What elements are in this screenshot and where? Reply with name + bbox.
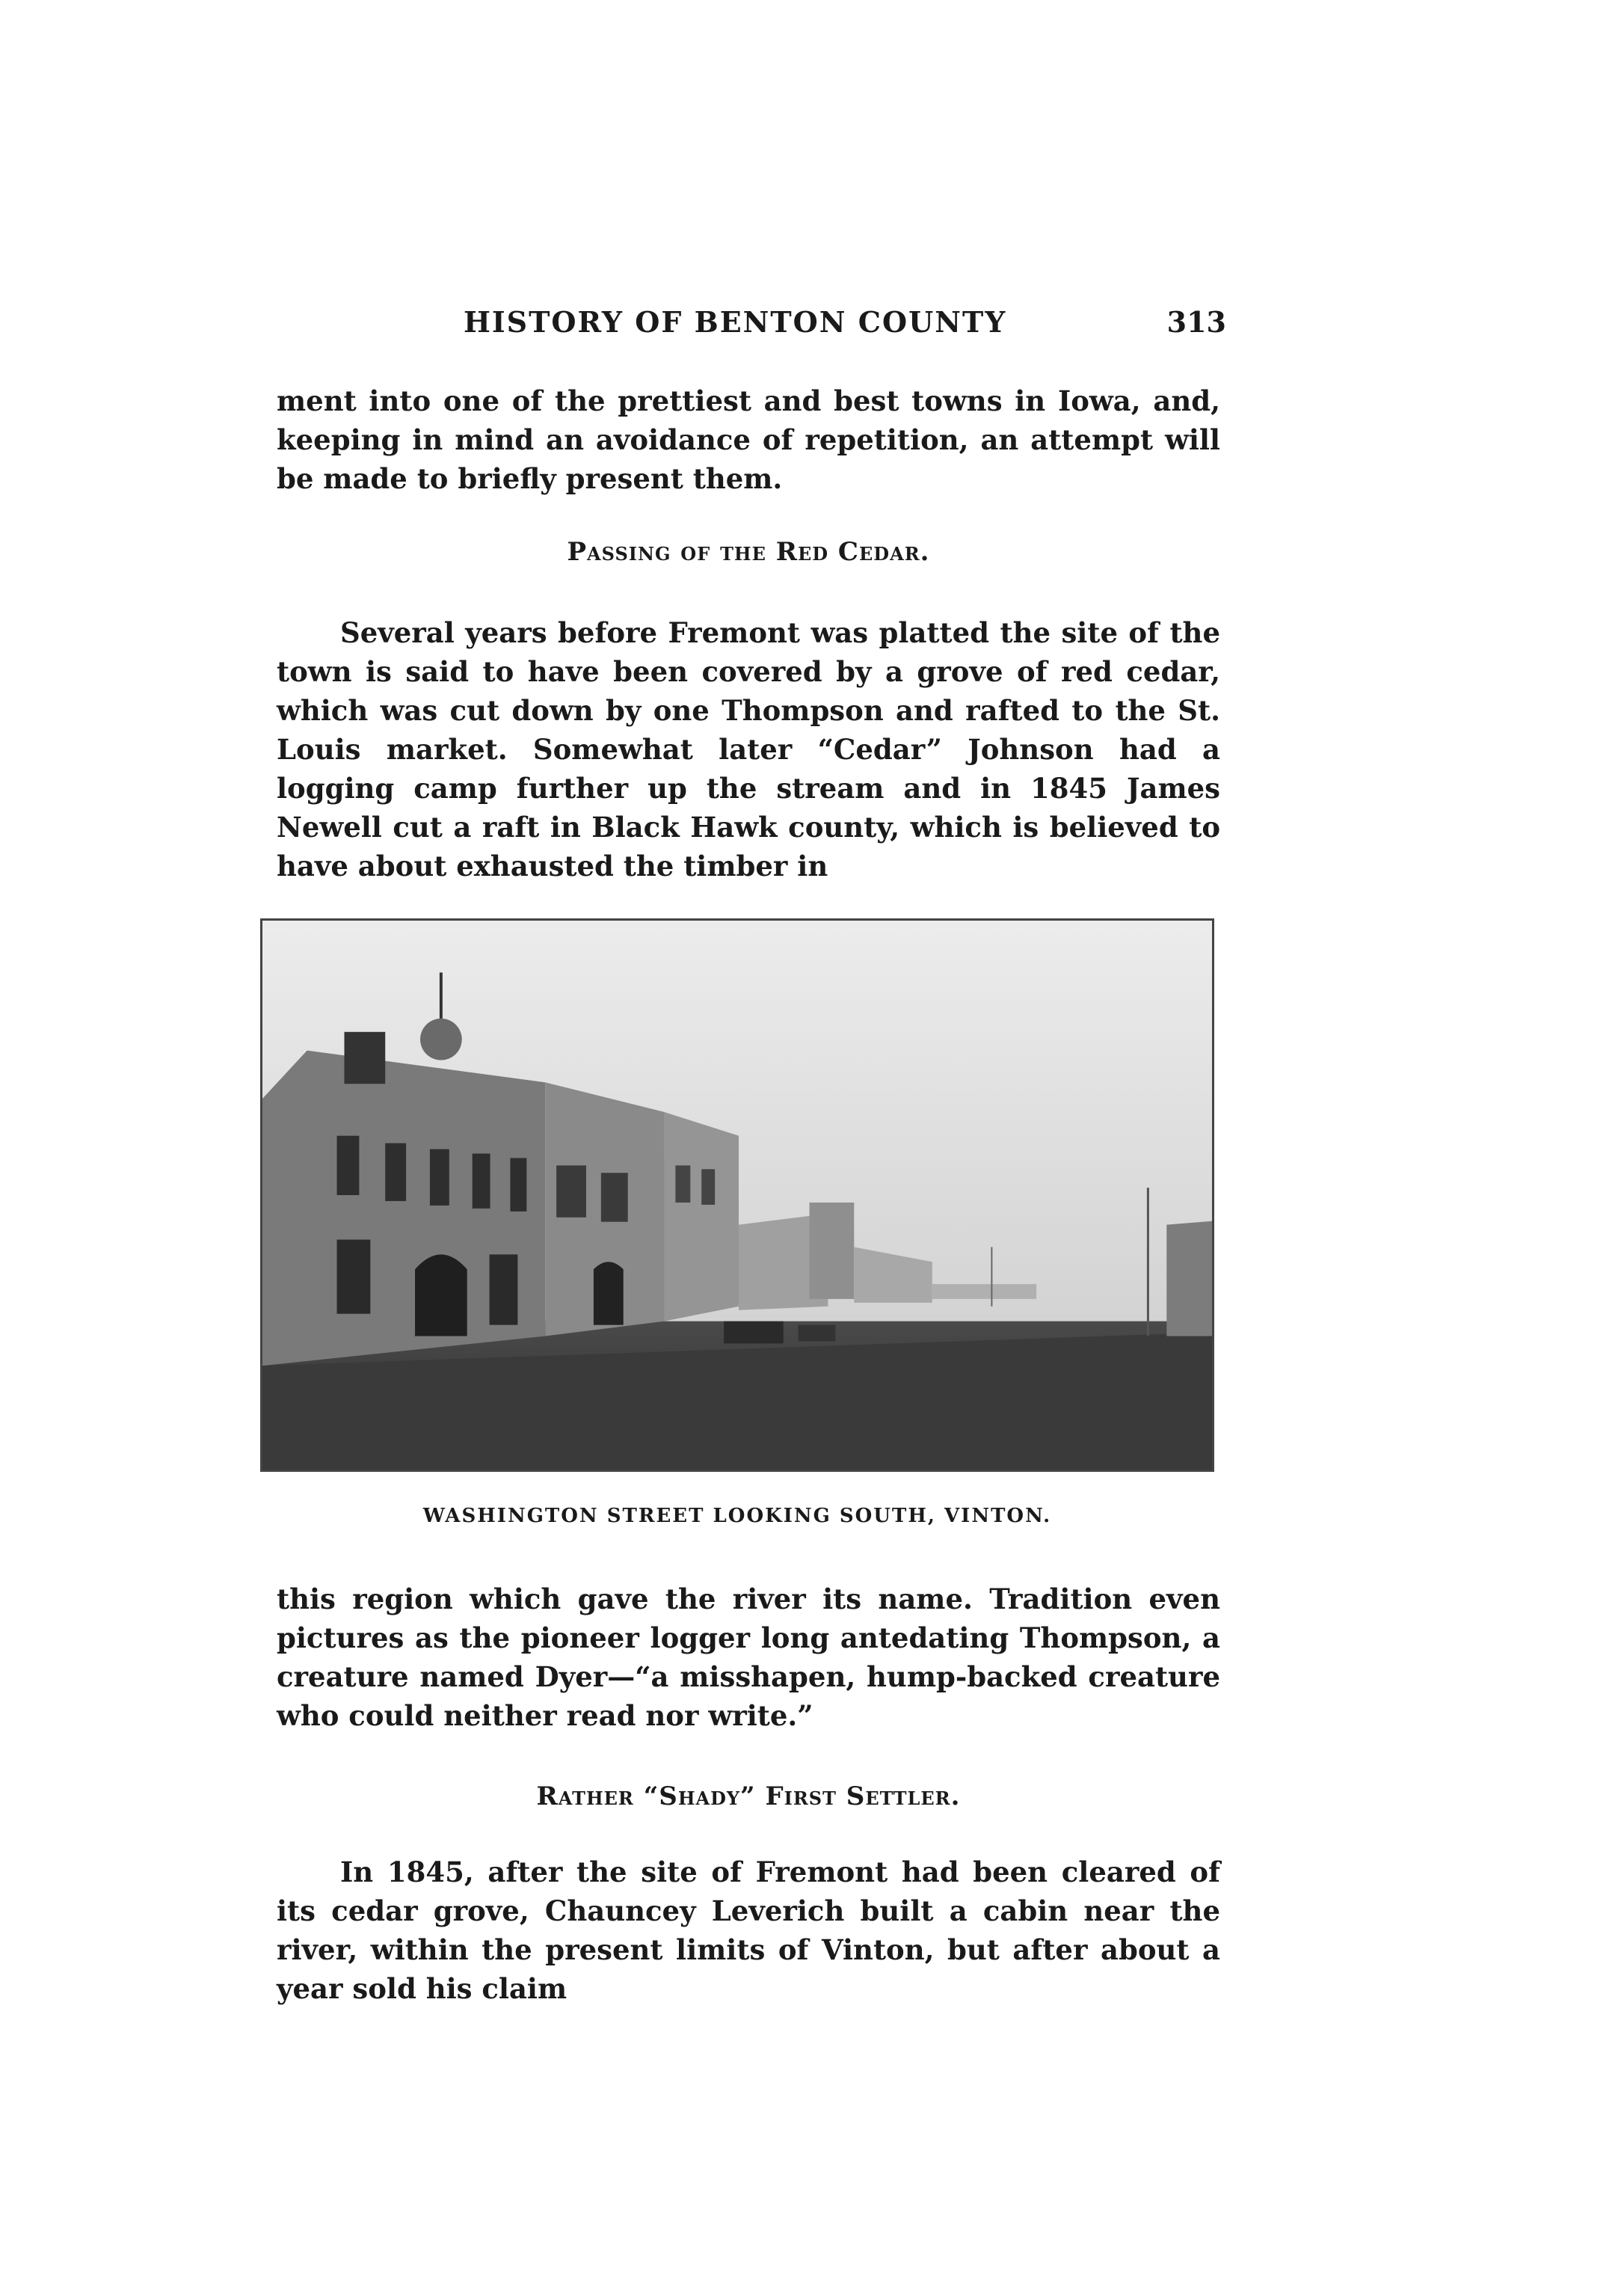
paragraph-text: Several years before Fremont was platted the site of the town is said to have been covered by a grove of red cedar, which was cut down by one Thompson and rafted to the St. Louis market. Somewhat later “Cedar” Johnson had a logging camp further up the stream and in 1845 James Newell cut a raft in Black Hawk county, which is believed to have about exhausted the timber in: [277, 616, 1220, 883]
page-number: 313: [1166, 305, 1226, 339]
running-title: HISTORY OF BENTON COUNTY: [464, 305, 1007, 339]
paragraph-text: In 1845, after the site of Fremont had been cleared of its cedar grove, Chauncey Leverich built a cabin near the river, within the present limits of Vinton, but after about a year sold his claim: [277, 1855, 1220, 2005]
paragraph-continuation: [277, 381, 1220, 498]
paragraph-text: ment into one of the prettiest and best towns in Iowa, and, keeping in mind an avoidance of repetition, an attempt will be made to briefly present them.: [277, 384, 1220, 495]
figure-caption: WASHINGTON STREET LOOKING SOUTH, VINTON.: [422, 1505, 1052, 1527]
paragraph-tradition: [277, 1580, 1220, 1735]
section-heading-red-cedar: Passing of the Red Cedar.: [567, 537, 930, 567]
running-head: [277, 305, 1226, 350]
paragraph-red-cedar: [277, 613, 1220, 885]
paragraph-text: this region which gave the river its name. Tradition even pictures as the pioneer logger long antedating Thompson, a creature named Dyer—“a misshapen, hump-backed creature who could neither read nor write.”: [277, 1583, 1220, 1732]
section-heading-first-settler: Rather “Shady” First Settler.: [536, 1781, 961, 1811]
paragraph-first-settler: [277, 1853, 1220, 2008]
street-photograph: [260, 918, 1214, 1472]
